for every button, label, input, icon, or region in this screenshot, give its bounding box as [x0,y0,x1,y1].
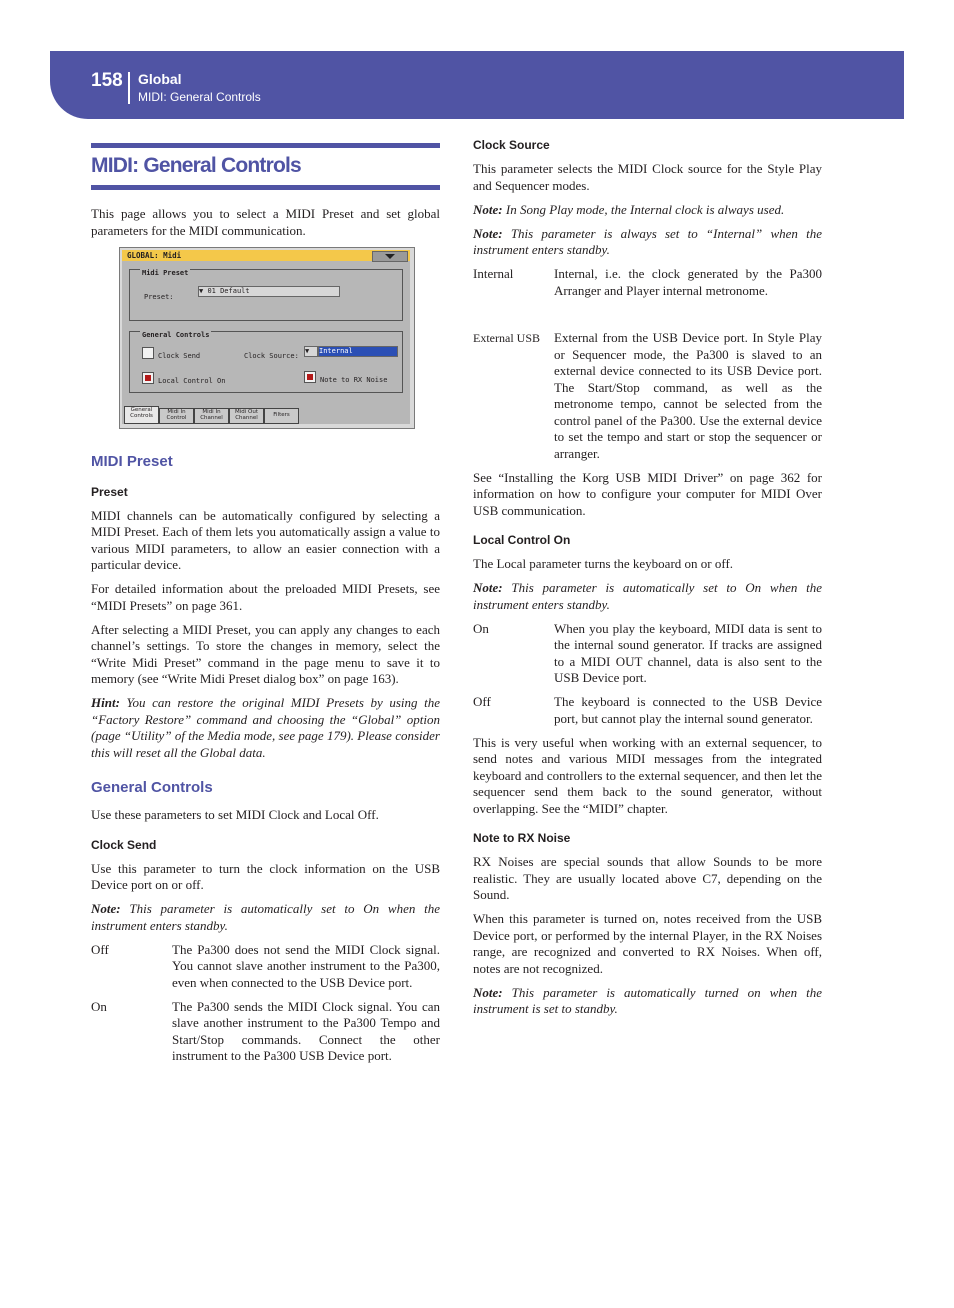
note-rx-checkbox[interactable] [304,371,316,383]
tab-midi-in-control[interactable]: Midi In Control [159,408,194,424]
general-controls-group-title: General Controls [140,327,211,344]
midi-preset-group [129,269,403,321]
clock-source-note-2: Note: This parameter is always set to “Internal” when the instrument enters standby. [473,225,822,257]
note-rx-label: Note to RX Noise [320,375,388,384]
tab-general-controls[interactable]: General Controls [124,406,159,424]
title-rule-bottom [91,185,440,190]
left-column [91,143,440,1072]
clock-source-external-see: See “Installing the Korg USB MIDI Driver” on page 362 for information on how to configure your computer for MIDI Over USB communication. [473,469,822,518]
chevron-down-icon: ▼ [199,286,204,295]
section-title: MIDI: General Controls [138,90,261,104]
page-number: 158 [91,70,123,91]
window-title: GLOBAL: Midi [127,250,182,260]
tab-midi-in-channel[interactable]: Midi In Channel [194,408,229,424]
midi-preset-heading: MIDI Preset [91,452,173,470]
local-control-off-row: Off The keyboard is connected to the USB Device port, but cannot play the internal sound generator. [473,694,822,726]
preset-label: Preset: [144,292,174,301]
chapter-title: Global [138,71,182,87]
local-control-on-row: On When you play the keyboard, MIDI data is sent to the internal sound generator. If tracks are assigned to a MIDI OUT channel, data is also sent to the USB Device port. [473,620,822,685]
clock-send-paragraph: Use this parameter to turn the clock information on the USB Device port on or off. [91,860,440,892]
clock-source-external-row: External USB External from the USB Device port. In Style Play or Sequencer mode, the Pa300 is slaved to an external device connected to its USB Device port. The Start/Stop command, as well as the metronome tempo, cannot be selected from the control panel of the Pa300. Use the external device to set the tempo and start or stop the sequencer or arranger. [473,330,822,461]
preset-select[interactable] [198,286,340,297]
clock-source-select[interactable] [318,346,398,357]
page-menu-dropdown[interactable] [372,251,408,262]
general-controls-group [129,331,403,393]
clock-send-off-row: Off The Pa300 does not send the MIDI Clock signal. You cannot slave another instrument to the Pa300, even when connected to the USB Device port. [91,941,440,990]
clock-source-note-1: Note: In Song Play mode, the Internal clock is always used. [473,201,785,217]
local-control-subheading: Local Control On [473,533,571,547]
chevron-down-icon: ▼ [305,346,310,355]
right-column [473,136,822,1025]
preset-paragraph-2: For detailed information about the preloaded MIDI Presets, see “MIDI Presets” on page 361. [91,581,440,613]
clock-send-checkbox[interactable] [142,347,154,359]
note-rx-paragraph-1: RX Noises are special sounds that allow Sounds to be more realistic. They are usually located above C7, depending on the Sound. [473,854,822,902]
window-titlebar [122,250,410,261]
clock-source-label: Clock Source: [244,351,299,360]
note-rx-paragraph-2: When this parameter is turned on, notes received from the USB Device port, or performed by the internal Player, in the RX Noises range, are recognized and converted to RX Noises. When off, notes are not recognized. [473,911,822,976]
preset-subheading: Preset [91,484,128,499]
midi-screenshot [119,247,415,429]
hint-paragraph: Hint: You can restore the original MIDI Presets by using the “Factory Restore” command and choosing the “Global” option (page “Utility” of the Media mode, see page 179). Please consider this will reset all the Global data. [91,695,440,760]
general-controls-heading: General Controls [91,779,213,796]
page-title: MIDI: General Controls [91,154,301,177]
tab-filters[interactable]: Filters [264,408,299,424]
tab-bar [122,408,410,424]
note-rx-note: Note: This parameter is automatically turned on when the instrument is set to standby. [473,984,822,1016]
intro-paragraph: This page allows you to select a MIDI Preset and set global parameters for the MIDI communication. [91,206,440,238]
local-control-label: Local Control On [158,376,226,385]
clock-source-subheading: Clock Source [473,138,550,152]
clock-source-value: Internal [319,346,353,355]
clock-source-paragraph: This parameter selects the MIDI Clock source for the Style Play and Sequencer modes. [473,161,822,193]
note-rx-subheading: Note to RX Noise [473,831,571,845]
preset-value: 01 Default [207,286,250,295]
clock-send-on-row: On The Pa300 sends the MIDI Clock signal. You can slave another instrument to the Pa300 Tempo and Start/Stop commands. Connect the other instrument to the Pa300 USB Device port. [91,998,440,1063]
preset-paragraph-3: After selecting a MIDI Preset, you can apply any changes to each channel’s settings. To store the changes in memory, select the “Write Midi Preset” command in the page menu to save it to memory (see “Write Midi Preset dialog box” on page 163). [91,621,440,686]
midi-preset-group-title: Midi Preset [140,265,190,282]
local-control-note: Note: This parameter is automatically set to On when the instrument enters standby. [473,580,822,612]
clock-send-label: Clock Send [158,351,201,360]
general-controls-intro: Use these parameters to set MIDI Clock and Local Off. [91,807,379,822]
local-control-paragraph: The Local parameter turns the keyboard on or off. [473,556,734,571]
preset-paragraph-1: MIDI channels can be automatically configured by selecting a MIDI Preset. Each of them lets you automatically assign a value to various MIDI parameters, to allow an easier connection with a particular device. [91,507,440,572]
clock-send-subheading: Clock Send [91,837,157,852]
clock-source-internal-row: Internal Internal, i.e. the clock generated by the Pa300 Arranger and Player internal metronome. [473,266,822,298]
clock-send-note: Note: This parameter is automatically set to On when the instrument enters standby. [91,901,440,933]
tab-midi-out-channel[interactable]: Midi Out Channel [229,408,264,424]
header-divider [128,72,130,104]
local-control-off-extra: This is very useful when working with an external sequencer, to send notes and various MIDI messages from the integrated keyboard and controllers to the external sequencer, and then let the sequencer send them back to the sound generator, without overlapping. See the “MIDI” chapter. [473,734,822,816]
local-control-checkbox[interactable] [142,372,154,384]
clock-source-arrow[interactable] [304,346,318,357]
page-header [50,51,904,119]
